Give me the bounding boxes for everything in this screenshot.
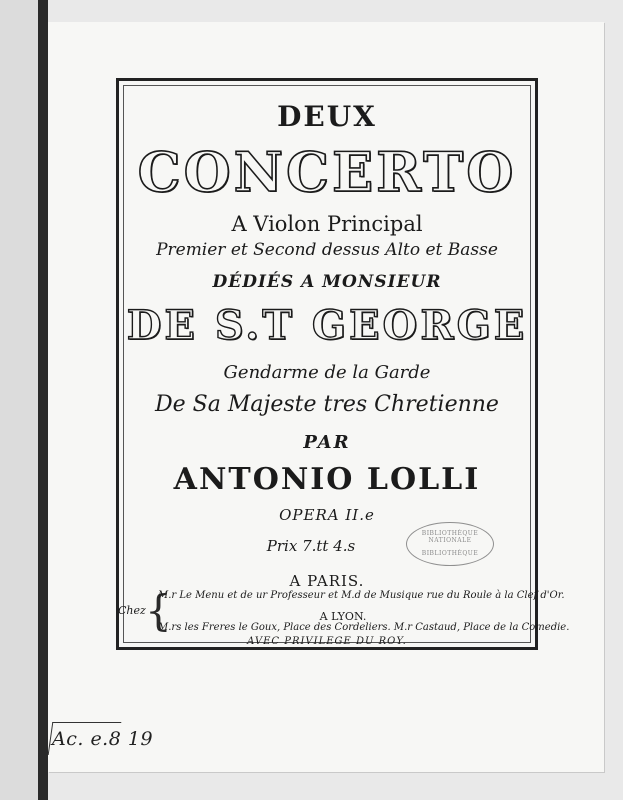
opus-number: OPERA II.e xyxy=(279,506,375,524)
dedicatee-rank: Gendarme de la Garde xyxy=(223,362,431,383)
royal-privilege: AVEC PRIVILEGE DU ROY. xyxy=(247,636,407,647)
stamp-top-text: BIBLIOTHÈQUE NATIONALE xyxy=(421,530,479,544)
left-page-edge xyxy=(0,0,42,800)
book-spine xyxy=(38,0,48,800)
dedicatee-name: DE S.T GEORGE xyxy=(126,302,528,349)
library-stamp xyxy=(406,522,494,566)
brace-icon: { xyxy=(145,586,172,635)
stamp-bottom-text: BIBLIOTHÈQUE xyxy=(421,550,479,557)
title-concerto: CONCERTO xyxy=(137,140,517,204)
dedicatee-majesty: De Sa Majeste tres Chretienne xyxy=(155,392,499,417)
composer-name: ANTONIO LOLLI xyxy=(173,462,481,497)
publisher-address-paris: M.r Le Menu et de ur Professeur et M.d de Musique rue du Roule à la Clef d'Or. xyxy=(158,590,565,601)
subtitle-violon: A Violon Principal xyxy=(231,212,423,236)
dedication-line: DÉDIÉS A MONSIEUR xyxy=(212,272,442,292)
shelfmark: Ac. e.8 19 xyxy=(52,728,154,750)
publisher-chez: Chez xyxy=(118,604,146,617)
publisher-address-lyon: M.rs les Freres le Goux, Place des Cordeliers. M.r Castaud, Place de la Comedie. xyxy=(158,622,570,633)
publisher-city: A PARIS. xyxy=(289,572,365,590)
title-deux: DEUX xyxy=(277,100,377,133)
price: Prix 7.tt 4.s xyxy=(266,537,356,555)
publisher-city-lyon: A LYON. xyxy=(319,610,367,623)
composer-par: PAR xyxy=(303,432,351,453)
subtitle-parts: Premier et Second dessus Alto et Basse xyxy=(156,240,498,260)
